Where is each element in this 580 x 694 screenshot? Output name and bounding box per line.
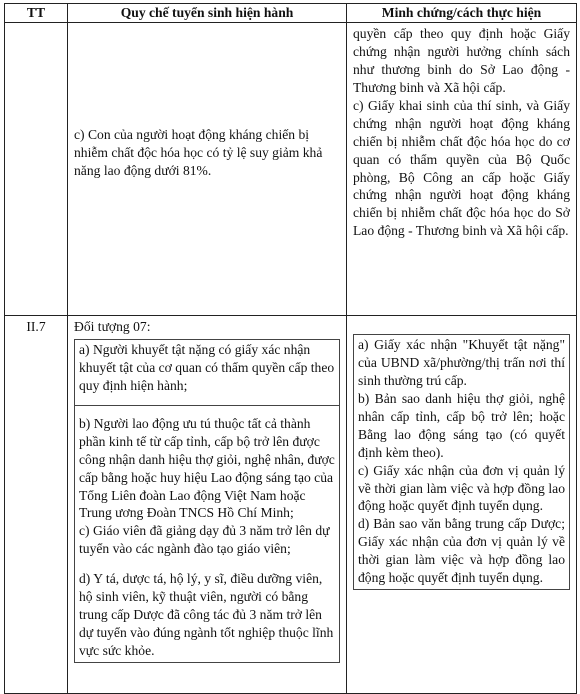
- row-tt: [5, 23, 68, 316]
- row-tt: II.7: [5, 316, 68, 694]
- rule-item-b: b) Người lao động ưu tú thuộc tất cả thành phần kinh tế từ cấp tỉnh, cấp bộ trở lên được công nhận danh hiệu thợ giỏi, nghệ nhân, được cấp bằng hoặc huy hiệu Lao động sáng tạo của Tổng Liên đoàn Lao động Việt Nam hoặc Trung ương Đoàn TNCS Hồ Chí Minh;: [79, 415, 335, 521]
- evidence-item-d: d) Bản sao văn bằng trung cấp Dược; Giấy xác nhận của đơn vị quản lý về thời gian làm việc và hợp đồng lao động hoặc quyết định tuyển dụng.: [358, 516, 565, 586]
- rule-item-c: c) Giáo viên đã giảng dạy đủ 3 năm trở lên dự tuyển vào các ngành đào tạo giáo viên;: [79, 523, 330, 557]
- evidence-cell: [347, 316, 577, 694]
- table-row: [5, 316, 577, 694]
- group-title: Đối tượng 07:: [74, 319, 151, 334]
- header-rule: Quy chế tuyển sinh hiện hành: [68, 4, 347, 23]
- evidence-item-c: c) Giấy xác nhận của đơn vị quản lý về thời gian làm việc và hợp đồng lao động hoặc quyết định tuyển dụng.: [358, 462, 565, 514]
- header-evidence: Minh chứng/cách thực hiện: [347, 4, 577, 23]
- evidence-box: [353, 334, 570, 590]
- rule-cell: [68, 23, 347, 316]
- header-tt: TT: [5, 4, 68, 23]
- rule-box-a: [74, 339, 340, 406]
- rule-cell: [68, 316, 347, 694]
- admission-criteria-table: [4, 3, 577, 694]
- evidence-cell: [347, 23, 577, 316]
- table-header-row: [5, 4, 577, 23]
- rule-item-d: d) Y tá, dược tá, hộ lý, y sĩ, điều dưỡng viên, hộ sinh viên, kỹ thuật viên, người có bằng trung cấp Dược đã công tác đủ 3 năm trở lên dự tuyển vào đúng ngành tốt nghiệp thuộc lĩnh vực sức khỏe.: [79, 571, 334, 658]
- table-row: [5, 23, 577, 316]
- evidence-item-c: c) Giấy khai sinh của thí sinh, và Giấy chứng nhận người hoạt động kháng chiến bị nhiễm chất độc hóa học do cơ quan có thẩm quyền của Bộ Quốc phòng, Bộ Công an cấp hoặc Giấy chứng nhận người hoạt động kháng chiến bị nhiễm chất độc hóa học do Sở Lao động - Thương binh và Xã hội cấp.: [353, 97, 570, 239]
- evidence-continuation: quyền cấp theo quy định hoặc Giấy chứng nhận người hưởng chính sách như thương binh do Sở Lao động - Thương binh và Xã hội cấp.: [353, 26, 570, 95]
- rule-box-bcd: [74, 406, 340, 663]
- rule-item-c: c) Con của người hoạt động kháng chiến bị nhiễm chất độc hóa học có tỷ lệ suy giảm khả năng lao động dưới 81%.: [74, 127, 323, 178]
- evidence-item-b: b) Bản sao danh hiệu thợ giỏi, nghệ nhân cấp tỉnh, cấp bộ trở lên; hoặc Bằng lao động sáng tạo (có quyết định kèm theo).: [358, 390, 565, 460]
- evidence-item-a: a) Giấy xác nhận "Khuyết tật nặng" của UBND xã/phường/thị trấn nơi thí sinh thường trú cấp.: [358, 337, 565, 388]
- rule-item-a: a) Người khuyết tật nặng có giấy xác nhận khuyết tật của cơ quan có thẩm quyền cấp theo quy định hiện hành;: [79, 341, 335, 393]
